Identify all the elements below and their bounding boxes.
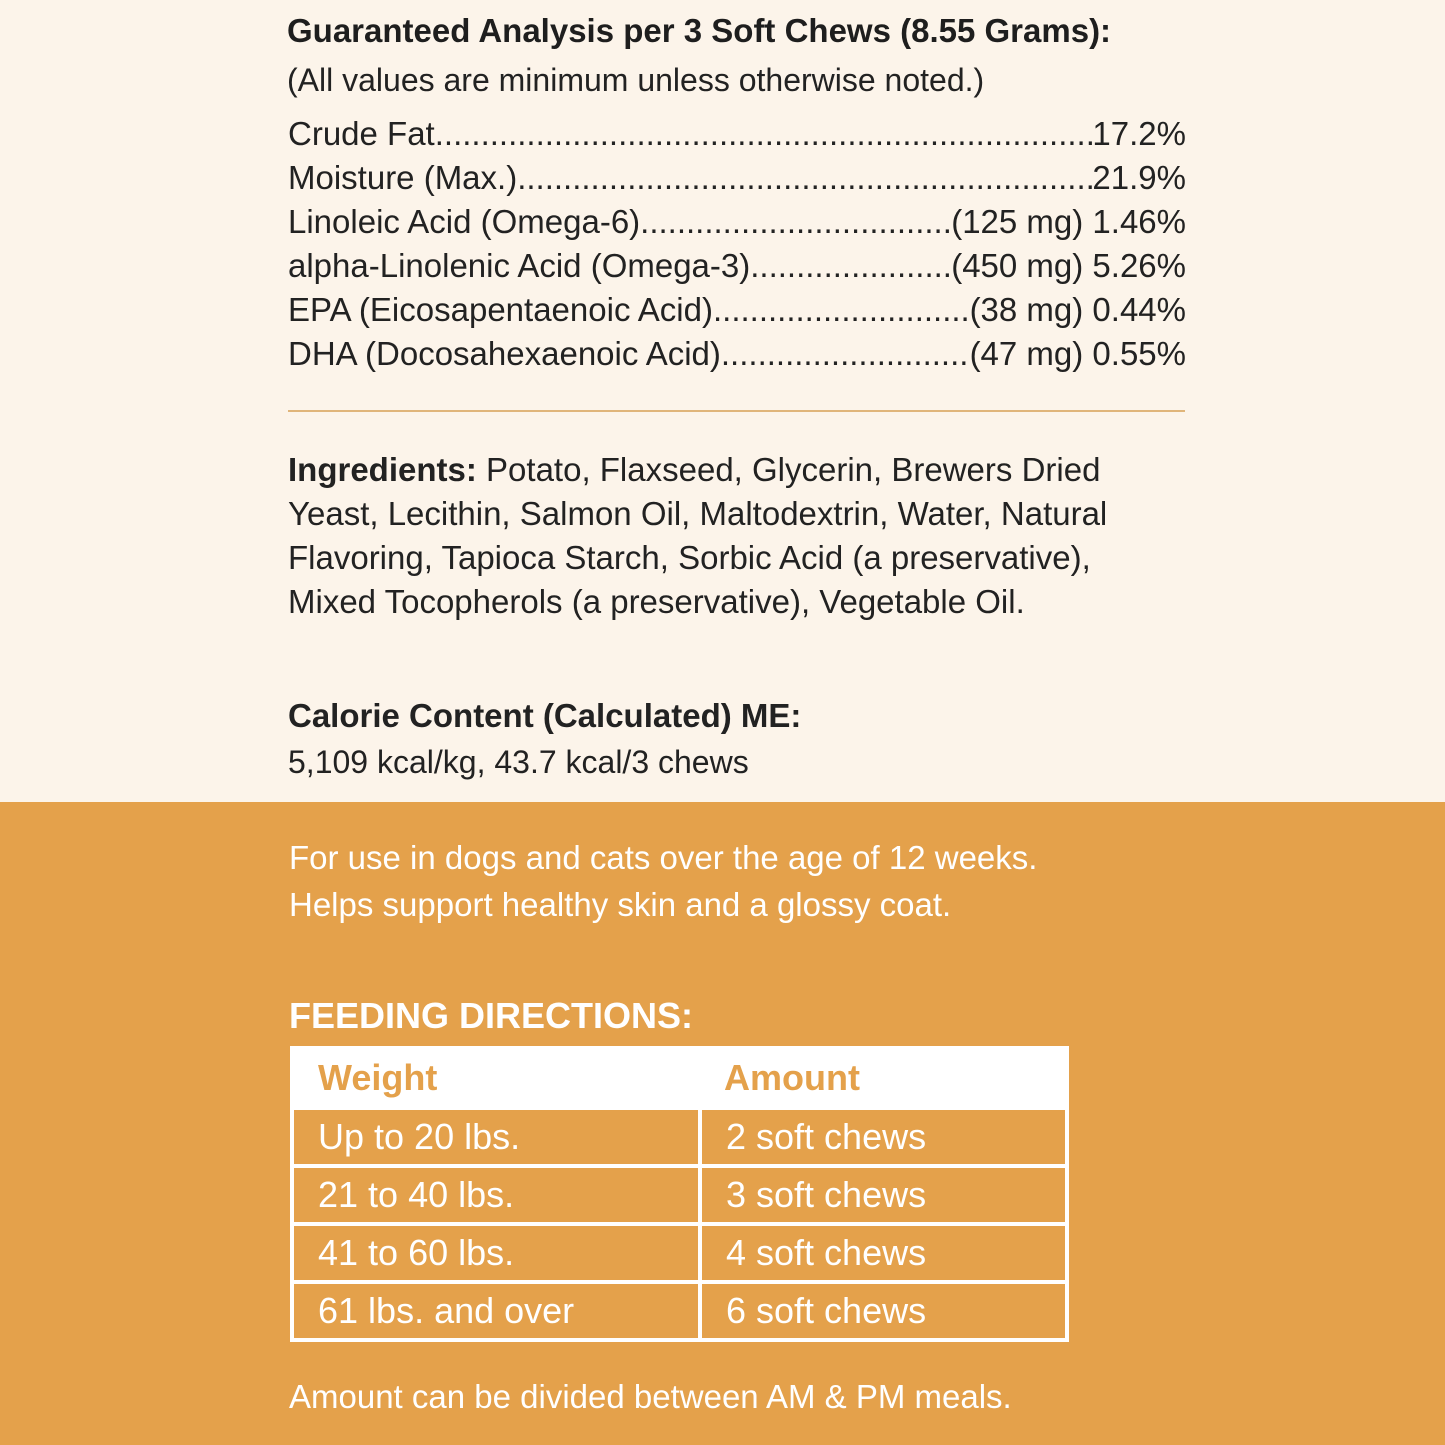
section-divider bbox=[288, 410, 1185, 412]
leader-dots bbox=[750, 244, 951, 288]
leader-dots bbox=[721, 332, 970, 376]
analysis-row bbox=[288, 244, 1186, 288]
analysis-row bbox=[288, 200, 1186, 244]
amount-header: Amount bbox=[700, 1048, 1067, 1108]
analysis-name: Linoleic Acid (Omega-6) bbox=[288, 203, 641, 240]
table-header-row bbox=[292, 1048, 1067, 1108]
analysis-name: Moisture (Max.) bbox=[288, 159, 518, 196]
feeding-directions-table bbox=[290, 1046, 1069, 1342]
guaranteed-analysis-title: Guaranteed Analysis per 3 Soft Chews (8.55 Grams): bbox=[287, 12, 1112, 49]
table-row bbox=[292, 1282, 1067, 1340]
leader-dots bbox=[713, 288, 970, 332]
leader-dots bbox=[517, 156, 1092, 200]
weight-cell: Up to 20 lbs. bbox=[292, 1108, 700, 1166]
analysis-name: DHA (Docosahexaenoic Acid) bbox=[288, 335, 721, 372]
guaranteed-analysis-list bbox=[288, 112, 1186, 376]
weight-cell: 21 to 40 lbs. bbox=[292, 1166, 700, 1224]
analysis-value: 17.2% bbox=[1092, 115, 1186, 152]
leader-dots bbox=[435, 112, 1093, 156]
amount-cell: 3 soft chews bbox=[700, 1166, 1067, 1224]
amount-cell: 6 soft chews bbox=[700, 1282, 1067, 1340]
analysis-name: alpha-Linolenic Acid (Omega-3) bbox=[288, 247, 751, 284]
usage-line: For use in dogs and cats over the age of 12 weeks. bbox=[289, 839, 1038, 876]
analysis-value: (38 mg) 0.44% bbox=[969, 291, 1186, 328]
feeding-directions-title: FEEDING DIRECTIONS: bbox=[289, 995, 694, 1036]
analysis-value: (450 mg) 5.26% bbox=[951, 247, 1186, 284]
analysis-row bbox=[288, 112, 1186, 156]
amount-cell: 4 soft chews bbox=[700, 1224, 1067, 1282]
ingredients-paragraph bbox=[288, 448, 1168, 624]
analysis-value: 21.9% bbox=[1092, 159, 1186, 196]
table-row bbox=[292, 1108, 1067, 1166]
amount-cell: 2 soft chews bbox=[700, 1108, 1067, 1166]
ingredients-text: Potato, Flaxseed, Glycerin, Brewers Dried Yeast, Lecithin, Salmon Oil, Maltodextrin, Water, Natural Flavoring, Tapioca Starch, Sorbic Acid (a preservative), Mixed Tocopherols (a preservative), Vegetable Oil. bbox=[288, 451, 1108, 620]
weight-cell: 41 to 60 lbs. bbox=[292, 1224, 700, 1282]
ingredients-label: Ingredients: bbox=[288, 451, 477, 488]
analysis-name: EPA (Eicosapentaenoic Acid) bbox=[288, 291, 713, 328]
table-row bbox=[292, 1166, 1067, 1224]
calorie-content-title: Calorie Content (Calculated) ME: bbox=[288, 697, 802, 734]
analysis-name: Crude Fat bbox=[288, 115, 435, 152]
weight-header: Weight bbox=[292, 1048, 700, 1108]
analysis-row bbox=[288, 156, 1186, 200]
weight-cell: 61 lbs. and over bbox=[292, 1282, 700, 1340]
analysis-row bbox=[288, 332, 1186, 376]
table-row bbox=[292, 1224, 1067, 1282]
analysis-row bbox=[288, 288, 1186, 332]
guaranteed-analysis-note: (All values are minimum unless otherwise noted.) bbox=[287, 62, 985, 98]
analysis-value: (47 mg) 0.55% bbox=[969, 335, 1186, 372]
usage-text bbox=[289, 834, 1289, 928]
usage-line: Helps support healthy skin and a glossy coat. bbox=[289, 886, 952, 923]
leader-dots bbox=[640, 200, 951, 244]
feeding-note: Amount can be divided between AM & PM meals. bbox=[289, 1378, 1012, 1415]
analysis-value: (125 mg) 1.46% bbox=[951, 203, 1186, 240]
calorie-content-value: 5,109 kcal/kg, 43.7 kcal/3 chews bbox=[288, 744, 749, 780]
